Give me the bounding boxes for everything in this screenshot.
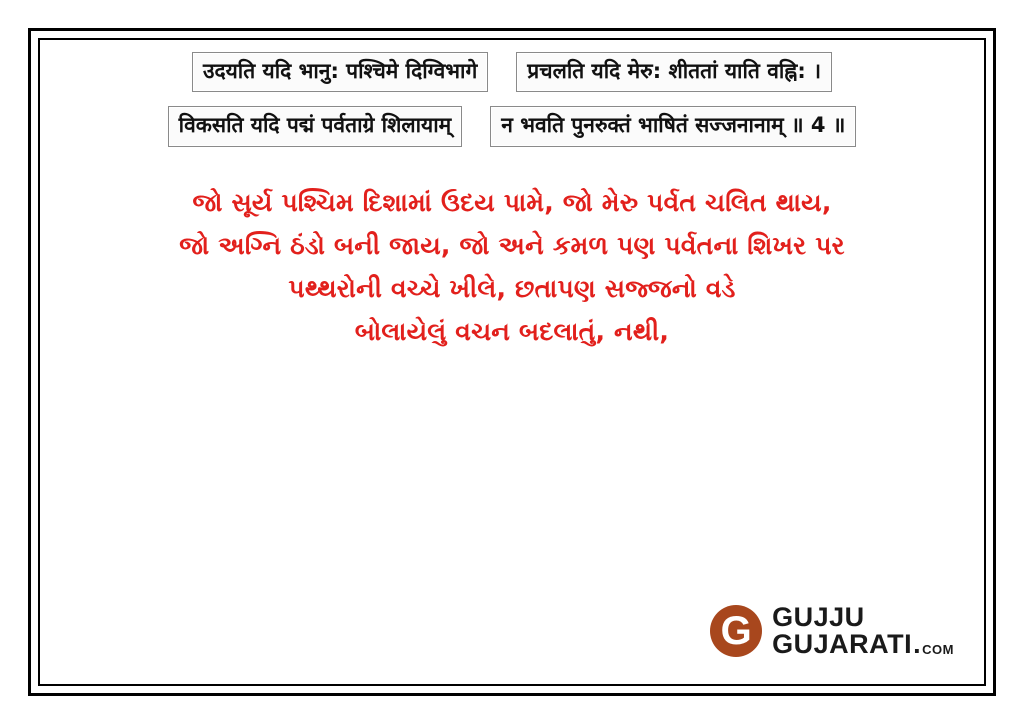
logo-text-gujarati: GUJARATI	[772, 629, 913, 659]
logo-wordmark	[772, 604, 954, 658]
logo-text-gujarati-row	[772, 631, 954, 658]
sanskrit-verse-row	[52, 52, 972, 92]
sanskrit-verse-segment: उदयति यदि भानु: पश्चिमे दिग्विभागे	[192, 52, 488, 92]
sanskrit-verse-segment: न भवति पुनरुक्तं भाषितं सज्जनानाम् ॥ 4 ॥	[490, 106, 856, 146]
translation-line: પથ્થરોની વચ્ચે ખીલે, છતાપણ સજ્જનો વડે	[288, 273, 736, 303]
translation-line: બોલાયેલું વચન બદલાતું, નથી,	[354, 316, 670, 346]
card-content	[52, 48, 972, 672]
sanskrit-verse	[52, 52, 972, 147]
sanskrit-verse-segment: विकसति यदि पद्मं पर्वताग्रे शिलायाम्	[168, 106, 463, 146]
logo-dot: .	[913, 629, 922, 659]
gujju-gujarati-logo	[710, 604, 954, 658]
translation-line: જો અગ્નિ ઠંડો બની જાય, જો અને કમળ પણ પર્વતના શિખર પર	[179, 230, 845, 260]
translation-line: જો સૂર્ય પશ્ચિમ દિશામાં ઉદય પામે, જો મેરુ પર્વત ચલિત થાય,	[192, 187, 832, 217]
gujarati-translation	[52, 181, 972, 353]
logo-tld: COM	[922, 642, 954, 657]
logo-text-gujju: GUJJU	[772, 602, 865, 632]
logo-letter-g-icon: G	[710, 605, 762, 657]
sanskrit-verse-segment: प्रचलति यदि मेरु: शीततां याति वह्नि: ।	[516, 52, 832, 92]
sanskrit-verse-row	[52, 106, 972, 146]
